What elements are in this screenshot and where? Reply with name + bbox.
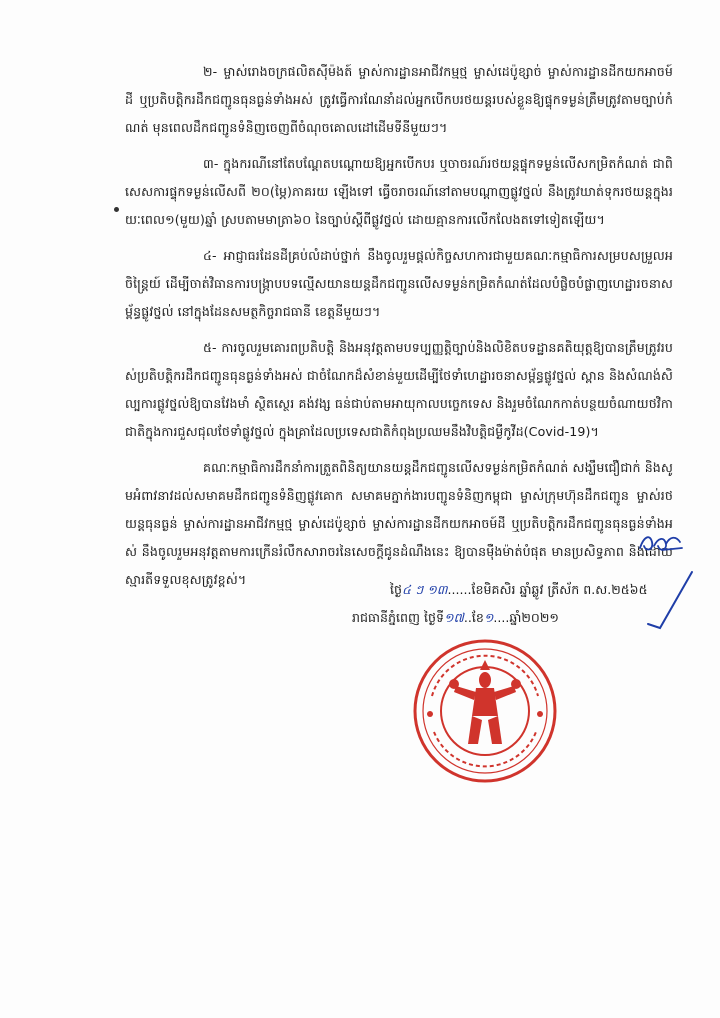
solar-date-suffix: ....ឆ្នាំ២០២១ bbox=[493, 610, 559, 625]
paragraph-2: ២- ម្ចាស់រោងចក្រផលិតស៊ីម៉ងត៍ ម្ចាស់ការដ្ឋានអាជីវកម្មថ្ម ម្ចាស់ដេប៉ូខ្សាច់ ម្ចាស់ការដ្ឋានដីកយកអាចម៍ដី ឬប្រតិបត្តិករដឹកជញ្ជូនធុនធ្ងន់ទាំងអស់ ត្រូវធ្វើការណែនាំដល់អ្នកបើកបរថយន្តរបស់ខ្លួនឱ្យផ្ទុកទម្ងន់ត្រឹមត្រូវតាមច្បាប់កំណត់ មុនពេលដឹកជញ្ជូនទំនិញចេញពីចំណុចគោលដៅដើមទីនីមួយៗ។ bbox=[125, 64, 673, 135]
solar-date-mid: ..ខែ bbox=[463, 610, 484, 625]
handwritten-check-mark-icon bbox=[640, 566, 700, 636]
handwritten-initials-icon bbox=[636, 530, 684, 556]
lunar-date-prefix: ថ្ងៃ bbox=[390, 582, 402, 597]
lunar-date-suffix: ......ខែមិគសិរ ឆ្នាំឆ្លូវ ត្រីស័ក ព.ស.២៥៦៥ bbox=[447, 582, 648, 597]
closing-paragraph: គណៈកម្មាធិការដឹកនាំការត្រួតពិនិត្យយានយន្តដឹកជញ្ជូនលើសទម្ងន់កម្រិតកំណត់ សង្ឃឹមជឿជាក់ និងសូមអំពាវនាវដល់សមាគមដឹកជញ្ជូនទំនិញផ្លូវគោក សមាគមភ្នាក់ងារបញ្ជូនទំនិញកម្ពុជា ម្ចាស់ក្រុមហ៊ុនដឹកជញ្ជូន ម្ចាស់រថយន្តធុនធ្ងន់ ម្ចាស់ការដ្ឋានអាជីវកម្មថ្ម ម្ចាស់ដេប៉ូខ្សាច់ ម្ចាស់ការដ្ឋានដីកយកអាចម៍ដី ឬប្រតិបត្តិករដឹកជញ្ជូនធុនធ្ងន់ទាំងអស់ នឹងចូលរួមអនុវត្តតាមការក្រើនរំលឹកសារាចរនៃសេចក្តីជូនដំណឹងនេះ ឱ្យបានម៉ឺងម៉ាត់បំផុត មានប្រសិទ្ធភាព និងដោយស្មារតីទទួលខុសត្រូវខ្ពស់។ bbox=[125, 460, 673, 587]
margin-dot bbox=[114, 207, 119, 212]
lunar-date-handwritten: ៤ ៗ ១៣ bbox=[402, 582, 448, 597]
solar-date-month: ១ bbox=[483, 610, 494, 625]
solar-date-prefix: រាជធានីភ្នំពេញ ថ្ងៃទី bbox=[352, 610, 444, 625]
paragraph-3: ៣- ក្នុងករណីនៅតែបណ្តែតបណ្តោយឱ្យអ្នកបើកបរ ឬចាចរណ៍រថយន្តផ្ទុកទម្ងន់លើសកម្រិតកំណត់ ជាពិសេសការផ្ទុកទម្ងន់លើសពី ២០(ម្ភៃ)ភាគរយ ឡើងទៅ ធ្វើចរាចរណ៍នៅតាមបណ្តាញផ្លូវថ្នល់ នឹងត្រូវឃាត់ទុករថយន្តក្នុងរយៈពេល១(មួយ)ឆ្នាំ ស្របតាមមាត្រា៦០ នៃច្បាប់ស្តីពីផ្លូវថ្នល់ ដោយគ្មានការលើកលែងតទៅទៀតឡើយ។ bbox=[125, 156, 673, 227]
paragraph-5: ៥- ការចូលរួមគោរពប្រតិបត្តិ និងអនុវត្តតាមបទប្បញ្ញត្តិច្បាប់និងលិខិតបទដ្ឋានគតិយុត្តឱ្យបានត្រឹមត្រូវរបស់ប្រតិបត្តិករដឹកជញ្ជូនធុនធ្ងន់ទាំងអស់ ជាចំណែកដ៏សំខាន់មួយដើម្បីថែទាំហេដ្ឋារចនាសម្ព័ន្ធផ្លូវថ្នល់ ស្ពាន និងសំណង់សិល្បការផ្លូវថ្នល់ឱ្យបានវែងមាំ ស្ថិតស្ថេរ គង់វង្ស ធន់ជាប់តាមអាយុកាលបច្ចេកទេស និងរួមចំណែកកាត់បន្ថយចំណាយថវិកាជាតិក្នុងការជួសជុលថែទាំផ្លូវថ្នល់ ក្នុងគ្រាដែលប្រទេសជាតិកំពុងប្រឈមនឹងវិបត្តិជម្ងឺកូវីដ(Covid-19)។ bbox=[125, 340, 673, 439]
document-body bbox=[125, 58, 673, 602]
official-round-seal-icon bbox=[410, 636, 560, 786]
solar-date-day: ១៧ bbox=[443, 610, 464, 625]
paragraph-4: ៤- អាជ្ញាធរដែនដីគ្រប់លំដាប់ថ្នាក់ នឹងចូលរួមផ្តល់កិច្ចសហការជាមួយគណៈកម្មាធិការសម្របសម្រួលអចិន្ត្រៃយ៍ ដើម្បីចាត់វិធានការបង្ក្រាបបទល្មើសយានយន្តដឹកជញ្ជូនលើសទម្ងន់កម្រិតកំណត់ដែលបំផ្លិចបំផ្លាញហេដ្ឋារចនាសម្ព័ន្ធផ្លូវថ្នល់ នៅក្នុងដែនសមត្ថកិច្ចរាជធានី ខេត្តនីមួយៗ។ bbox=[125, 248, 673, 319]
